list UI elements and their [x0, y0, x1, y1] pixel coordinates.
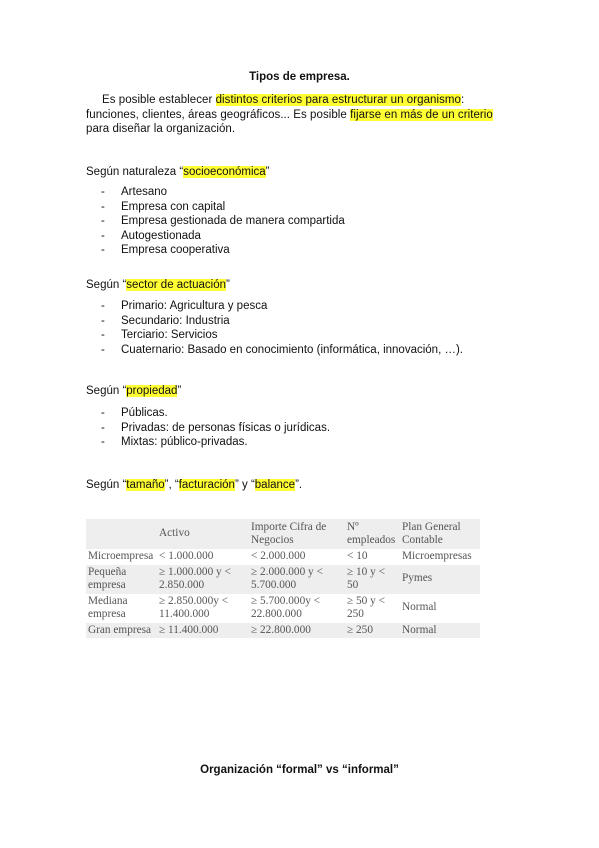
- table-header-cell: Activo: [157, 519, 249, 549]
- heading-tamano: [86, 478, 302, 493]
- table-header-row: [86, 519, 480, 549]
- dash-bullet: -: [101, 407, 105, 419]
- table-cell: ≥ 5.700.000y < 22.800.000: [251, 594, 321, 620]
- table-cell: Normal: [402, 601, 437, 614]
- table-cell: Pequeña empresa: [86, 565, 157, 594]
- list-item-text: Autogestionada: [121, 229, 201, 242]
- list-item: [101, 406, 330, 421]
- list-item: [101, 435, 330, 450]
- dash-bullet: -: [101, 421, 105, 434]
- heading-suffix: ”: [265, 166, 270, 178]
- list-sector: [101, 299, 463, 357]
- heading-text-1: Según “: [86, 479, 127, 491]
- dash-bullet: -: [101, 314, 105, 327]
- dash-bullet: -: [101, 300, 105, 312]
- list-item: [101, 328, 463, 343]
- dash-bullet: -: [101, 436, 105, 449]
- table-header-cell: Plan General Contable: [400, 519, 480, 549]
- intro-paragraph: [86, 93, 516, 137]
- list-item-text: Empresa gestionada de manera compartida: [121, 215, 345, 228]
- table-cell: Gran empresa: [86, 623, 157, 639]
- heading-highlight: propiedad: [126, 385, 178, 397]
- dash-bullet: -: [101, 229, 105, 242]
- intro-text-1: Es posible establecer: [102, 94, 216, 106]
- list-item: [101, 299, 463, 314]
- heading-prefix: Según “: [86, 385, 127, 397]
- list-item: [101, 229, 345, 244]
- table-header-cell: Importe Cifra de Negocios: [249, 519, 345, 549]
- intro-highlight-1: distintos criterios para estructurar un organismo: [215, 94, 461, 106]
- table-cell: < 2.000.000: [251, 550, 306, 562]
- list-item-text: Privadas: de personas físicas o jurídicas.: [121, 421, 331, 434]
- heading-propiedad: [86, 384, 181, 399]
- heading-highlight: socioeconómica: [183, 166, 266, 178]
- list-socioeconomica: [101, 185, 345, 258]
- table-header-cell: [86, 519, 157, 549]
- heading-suffix: ”: [226, 279, 230, 291]
- section-title-organizacion: Organización “formal” vs “informal”: [200, 764, 399, 776]
- heading-highlight-tamano: tamaño: [126, 479, 165, 491]
- table-header-cell: Nº empleados: [345, 519, 400, 549]
- heading-sector: [86, 278, 230, 293]
- table-cell: ≥ 250: [345, 623, 400, 639]
- heading-highlight-balance: balance: [254, 479, 296, 491]
- dash-bullet: -: [101, 186, 105, 198]
- intro-text-2: : funciones, clientes, áreas geográficos... Es posible: [86, 94, 465, 121]
- list-item: [101, 343, 463, 358]
- table-cell: Pymes: [400, 565, 480, 594]
- list-item-text: Empresa cooperativa: [121, 244, 230, 257]
- table-cell: Microempresa: [88, 550, 154, 562]
- heading-highlight-facturacion: facturación: [178, 479, 235, 491]
- table-cell: < 1.000.000: [159, 550, 214, 562]
- heading-text-2: ”, “: [164, 479, 179, 491]
- list-item: [101, 243, 345, 258]
- list-item-text: Artesano: [121, 186, 168, 198]
- dash-bullet: -: [101, 329, 105, 342]
- dash-bullet: -: [101, 244, 105, 257]
- heading-highlight: sector de actuación: [126, 279, 227, 291]
- dash-bullet: -: [101, 343, 105, 356]
- table-cell: ≥ 50 y < 250: [347, 594, 385, 620]
- table-cell: ≥ 22.800.000: [249, 623, 345, 639]
- list-propiedad: [101, 406, 330, 450]
- table-row: [86, 594, 480, 623]
- table-cell: Microempresas: [402, 550, 472, 562]
- table-row: [86, 549, 480, 565]
- list-item: [101, 200, 345, 215]
- heading-text-3: ” y “: [234, 479, 255, 491]
- heading-text-4: ”.: [295, 479, 303, 491]
- table-cell: ≥ 10 y < 50: [345, 565, 400, 594]
- list-item: [101, 314, 463, 329]
- list-item-text: Terciario: Servicios: [121, 329, 218, 342]
- heading-suffix: ”: [177, 385, 182, 397]
- page-title: Tipos de empresa.: [249, 71, 350, 83]
- table-cell: ≥ 1.000.000 y < 2.850.000: [157, 565, 249, 594]
- list-item-text: Empresa con capital: [121, 200, 226, 213]
- table-cell: ≥ 11.400.000: [157, 623, 249, 639]
- intro-text-3: para diseñar la organización.: [86, 123, 236, 136]
- table-cell: < 10: [347, 550, 368, 562]
- list-item-text: Públicas.: [121, 407, 168, 419]
- table-cell: Normal: [400, 623, 480, 639]
- heading-socioeconomica: [86, 165, 270, 180]
- dash-bullet: -: [101, 200, 105, 213]
- list-item-text: Mixtas: público-privadas.: [121, 436, 248, 449]
- dash-bullet: -: [101, 215, 105, 228]
- table-cell: ≥ 2.850.000y < 11.400.000: [159, 594, 229, 620]
- list-item-text: Primario: Agricultura y pesca: [121, 300, 268, 312]
- list-item: [101, 185, 345, 200]
- table-cell: ≥ 2.000.000 y < 5.700.000: [249, 565, 345, 594]
- table-cell: Mediana empresa: [88, 594, 128, 620]
- table-row: [86, 623, 480, 639]
- heading-prefix: Según “: [86, 279, 127, 291]
- list-item: [101, 214, 345, 229]
- heading-prefix: Según naturaleza “: [86, 166, 184, 178]
- list-item-text: Secundario: Industria: [121, 314, 230, 327]
- list-item: [101, 421, 330, 436]
- table-row: [86, 565, 480, 594]
- company-size-table: [86, 519, 480, 638]
- intro-highlight-2: fijarse en más de un criterio: [350, 108, 493, 121]
- list-item-text: Cuaternario: Basado en conocimiento (informática, innovación, …).: [121, 343, 463, 356]
